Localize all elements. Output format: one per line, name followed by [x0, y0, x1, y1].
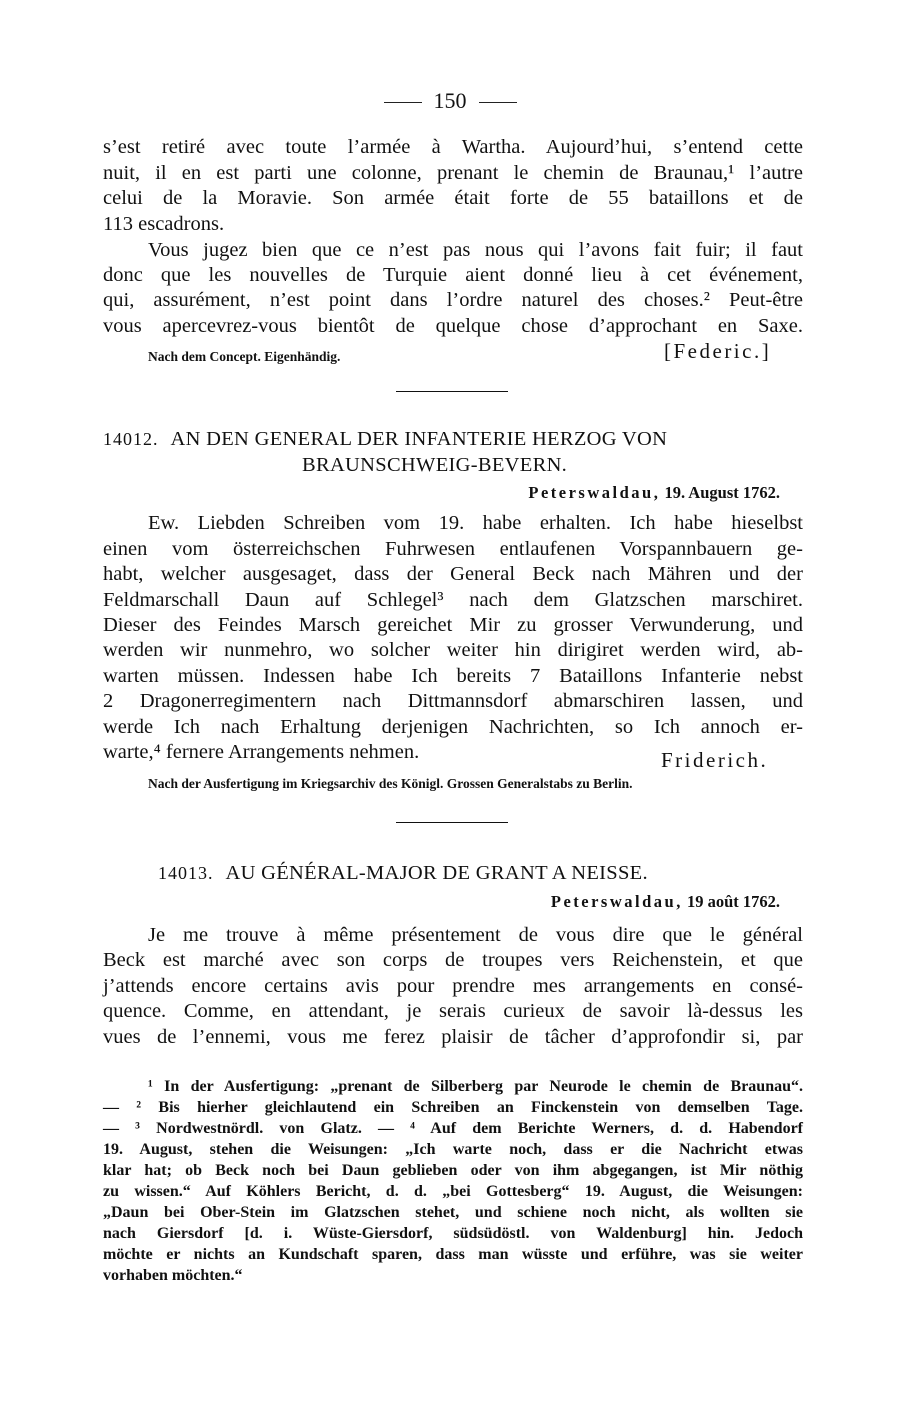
footnote-line: ¹ In der Ausfertigung: „prenant de Silberberg par Neurode le chemin de Braunau“. — [148, 1078, 803, 1095]
letter-dateline — [528, 483, 780, 503]
letter-dateline — [551, 892, 780, 912]
letter-place: Peterswaldau, — [550, 892, 683, 911]
page-number — [0, 88, 900, 114]
text-line: 2 Dragonerregimentern nach Dittmannsdorf abmarschiren lassen, und — [103, 690, 803, 712]
text-line: qui, assurément, n’est point dans l’ordre naturel des choses.² Peut-être — [103, 289, 803, 311]
text-line: habt, welcher ausgesaget, dass der General Beck nach Mähren und der — [103, 563, 803, 585]
footnote-line: nach Giersdorf [d. i. Wüste-Giersdorf, südsüdöstl. von Waldenburg] hin. Jedoch — [103, 1225, 803, 1242]
text-line: donc que les nouvelles de Turquie aient donné lieu à cet événement, — [103, 264, 803, 286]
letter-number: 14012. — [103, 429, 159, 449]
text-line: quence. Comme, en attendant, je serais curieux de savoir là-dessus les — [103, 1000, 803, 1022]
text-line: Feldmarschall Daun auf Schlegel³ nach dem Glatzschen marschiret. — [103, 589, 803, 611]
text-line: celui de la Moravie. Son armée était forte de 55 bataillons et de — [103, 187, 803, 209]
text-line: werden wir nunmehro, wo solcher weiter hin dirigiret werden wird, ab- — [103, 639, 803, 661]
letter-heading — [103, 426, 803, 452]
letter-date: 19. August 1762. — [664, 483, 780, 502]
signature: [Federic.] — [664, 339, 772, 363]
text-line: warten müssen. Indessen habe Ich bereits 7 Bataillons Infanterie nebst — [103, 665, 803, 687]
text-line: s’est retiré avec toute l’armée à Wartha. Aujourd’hui, s’entend cette — [103, 136, 803, 158]
text-line: j’attends encore certains avis pour prendre mes arrangements en consé- — [103, 975, 803, 997]
section-divider — [396, 822, 508, 823]
footnote-line: zu wissen.“ Auf Köhlers Bericht, d. d. „bei Gottesberg“ 19. August, die Weisungen: — [103, 1183, 803, 1200]
footnote-line: — ³ Nordwestnördl. von Glatz. — ⁴ Auf dem Berichte Werners, d. d. Habendorf — [103, 1120, 803, 1137]
page-number-dash-left — [384, 102, 422, 103]
letter-place: Peterswaldau, — [528, 483, 661, 502]
letter-heading-continued: BRAUNSCHWEIG-BEVERN. — [302, 454, 568, 476]
section-divider — [396, 391, 508, 392]
source-note: Nach der Ausfertigung im Kriegsarchiv des Königl. Grossen Generalstabs zu Berlin. — [148, 776, 633, 791]
footnote-line: 19. August, stehen die Weisungen: „Ich warte noch, dass er die Nachricht etwas — [103, 1141, 803, 1158]
signature: Friderich. — [661, 748, 769, 772]
text-line: vues de l’ennemi, vous me ferez plaisir de tâcher d’approfondir si, par — [103, 1026, 803, 1048]
footnote-line: „Daun bei Ober-Stein im Glatzschen stehet, und schiene noch nicht, als wollten sie — [103, 1204, 803, 1221]
text-line: nuit, il en est parti une colonne, prenant le chemin de Braunau,¹ l’autre — [103, 162, 803, 184]
source-note: Nach dem Concept. Eigenhändig. — [148, 349, 341, 364]
text-line: Je me trouve à même présentement de vous dire que le général — [148, 924, 803, 946]
footnote-line: vorhaben möchten.“ — [103, 1267, 243, 1284]
footnote-line: möchte er nichts an Kundschaft sparen, dass man wüsste und erführe, was sie weiter — [103, 1246, 803, 1263]
letter-addressee: AU GÉNÉRAL-MAJOR DE GRANT A NEISSE. — [225, 862, 648, 884]
text-line: Beck est marché avec son corps de troupes vers Reichenstein, et que — [103, 949, 803, 971]
text-line: einen vom österreichschen Fuhrwesen entlaufenen Vorspannbauern ge- — [103, 538, 803, 560]
letter-number: 14013. — [158, 863, 214, 883]
text-line: Ew. Liebden Schreiben vom 19. habe erhalten. Ich habe hieselbst — [148, 512, 803, 534]
footnote-line: — ² Bis hierher gleichlautend ein Schreiben an Finckenstein von demselben Tage. — [103, 1099, 803, 1116]
text-line: 113 escadrons. — [103, 213, 225, 235]
text-line: Vous jugez bien que ce n’est pas nous qui l’avons fait fuir; il faut — [148, 239, 803, 261]
page-number-dash-right — [479, 102, 517, 103]
text-line: warte,⁴ fernere Arrangements nehmen. — [103, 741, 420, 763]
letter-addressee: AN DEN GENERAL DER INFANTERIE HERZOG VON — [170, 428, 668, 450]
text-line: Dieser des Feindes Marsch gereichet Mir zu grosser Verwunderung, und — [103, 614, 803, 636]
text-line: werde Ich nach Erhaltung derjenigen Nachrichten, so Ich annoch er- — [103, 716, 803, 738]
text-line: vous apercevrez-vous bientôt de quelque chose d’approchant en Saxe. — [103, 315, 803, 337]
page-number-text: 150 — [433, 88, 467, 113]
letter-date: 19 août 1762. — [686, 892, 780, 911]
footnote-line: klar hat; ob Beck noch bei Daun geblieben oder von ihm abgegangen, ist Mir nöthig — [103, 1162, 803, 1179]
letter-heading — [158, 860, 648, 886]
